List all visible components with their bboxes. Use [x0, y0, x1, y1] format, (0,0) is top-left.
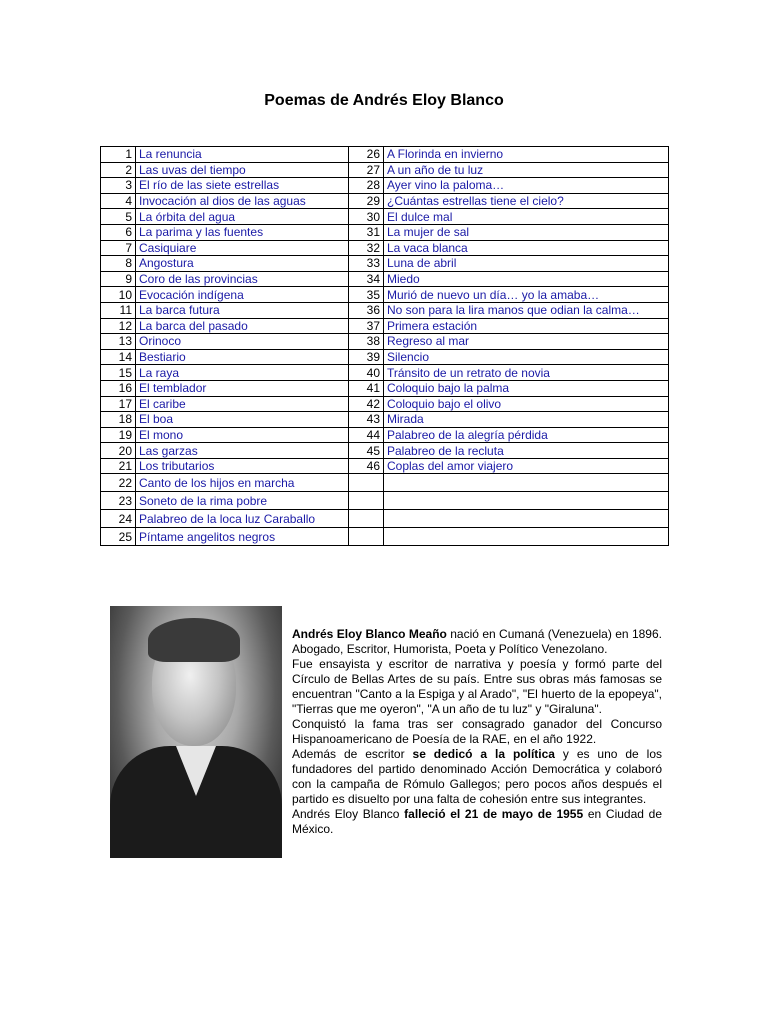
poem-number: 40: [349, 365, 384, 381]
table-row: [101, 287, 669, 303]
poem-number: 44: [349, 427, 384, 443]
poem-title: Palabreo de la recluta: [384, 443, 669, 459]
poem-number: 42: [349, 396, 384, 412]
poem-number: 37: [349, 318, 384, 334]
poem-number: 29: [349, 193, 384, 209]
poem-number: 33: [349, 256, 384, 272]
poem-number: 22: [101, 474, 136, 492]
page-title: Poemas de Andrés Eloy Blanco: [264, 92, 504, 109]
poem-title: La mujer de sal: [384, 224, 669, 240]
poem-title: Coplas del amor viajero: [384, 458, 669, 474]
poem-number: 20: [101, 443, 136, 459]
bio-paragraph-5: Andrés Eloy Blanco falleció el 21 de mayo de 1955 en Ciudad de México.: [292, 807, 662, 836]
author-name: Andrés Eloy Blanco Meaño: [292, 627, 447, 641]
poem-number: [349, 474, 384, 492]
poem-number: 16: [101, 380, 136, 396]
poem-title: Ayer vino la paloma…: [384, 178, 669, 194]
table-row: [101, 528, 669, 546]
poems-table: [100, 146, 669, 546]
poem-number: 7: [101, 240, 136, 256]
poem-title: Las uvas del tiempo: [136, 162, 349, 178]
poem-title: La parima y las fuentes: [136, 224, 349, 240]
poem-title: Coloquio bajo la palma: [384, 380, 669, 396]
poem-title: Orinoco: [136, 334, 349, 350]
bio-paragraph-4: Además de escritor se dedicó a la política y es uno de los fundadores del partido denominado Acción Democrática y colaboró con la campaña de Rómulo Gallegos; pero pocos años después el partido es disuelto por una falta de cohesión entre sus integrantes.: [292, 747, 662, 806]
poem-title: Soneto de la rima pobre: [136, 492, 349, 510]
table-row: [101, 256, 669, 272]
poem-number: 13: [101, 334, 136, 350]
table-row: [101, 271, 669, 287]
poem-title: Coloquio bajo el olivo: [384, 396, 669, 412]
poem-number: 39: [349, 349, 384, 365]
table-row: [101, 380, 669, 396]
poem-title: La barca futura: [136, 302, 349, 318]
poem-title: Casiquiare: [136, 240, 349, 256]
poem-title: [384, 492, 669, 510]
poem-title: Invocación al dios de las aguas: [136, 193, 349, 209]
table-row: [101, 510, 669, 528]
table-row: [101, 178, 669, 194]
poem-number: 6: [101, 224, 136, 240]
poem-number: 30: [349, 209, 384, 225]
poem-title: Tránsito de un retrato de novia: [384, 365, 669, 381]
poem-title: Miedo: [384, 271, 669, 287]
poem-number: 18: [101, 412, 136, 428]
poem-number: 38: [349, 334, 384, 350]
table-row: [101, 162, 669, 178]
poem-title: Las garzas: [136, 443, 349, 459]
poem-number: [349, 510, 384, 528]
poem-title: El boa: [136, 412, 349, 428]
poem-number: 15: [101, 365, 136, 381]
poem-number: 45: [349, 443, 384, 459]
poem-number: 10: [101, 287, 136, 303]
poem-number: 25: [101, 528, 136, 546]
poem-number: [349, 492, 384, 510]
poems-table-body: [101, 147, 669, 546]
poem-number: 1: [101, 147, 136, 163]
table-row: [101, 492, 669, 510]
poem-number: 8: [101, 256, 136, 272]
poem-number: 5: [101, 209, 136, 225]
table-row: [101, 193, 669, 209]
poem-number: 32: [349, 240, 384, 256]
poem-title: Píntame angelitos negros: [136, 528, 349, 546]
poem-title: Silencio: [384, 349, 669, 365]
table-row: [101, 412, 669, 428]
poem-number: 23: [101, 492, 136, 510]
poem-number: 3: [101, 178, 136, 194]
poem-title: A un año de tu luz: [384, 162, 669, 178]
poem-title: La barca del pasado: [136, 318, 349, 334]
poem-title: [384, 474, 669, 492]
table-row: [101, 349, 669, 365]
poem-number: 28: [349, 178, 384, 194]
author-biography: [292, 627, 662, 837]
poem-number: 36: [349, 302, 384, 318]
poem-title: Primera estación: [384, 318, 669, 334]
poem-title: Los tributarios: [136, 458, 349, 474]
poem-title: Angostura: [136, 256, 349, 272]
poem-number: 46: [349, 458, 384, 474]
poem-title: La raya: [136, 365, 349, 381]
poem-number: 24: [101, 510, 136, 528]
author-photo: [110, 606, 282, 858]
table-row: [101, 147, 669, 163]
poem-number: 9: [101, 271, 136, 287]
bio-paragraph-2: Fue ensayista y escritor de narrativa y poesía y formó parte del Círculo de Bellas Artes de su país. Entre sus obras más famosas se encuentran "Canto a la Espiga y al Arado", "El huerto de la epopeya", "Tierras que me oyeron", "A un año de tu luz" y "Giraluna".: [292, 657, 662, 716]
poem-title: [384, 528, 669, 546]
bio-paragraph-3: Conquistó la fama tras ser consagrado ganador del Concurso Hispanoamericano de Poesía de la RAE, en el año 1922.: [292, 717, 662, 746]
poem-number: 26: [349, 147, 384, 163]
poem-number: 14: [101, 349, 136, 365]
poem-number: 17: [101, 396, 136, 412]
poem-number: [349, 528, 384, 546]
poem-title: ¿Cuántas estrellas tiene el cielo?: [384, 193, 669, 209]
poem-title: El caribe: [136, 396, 349, 412]
poem-number: 31: [349, 224, 384, 240]
table-row: [101, 474, 669, 492]
poem-title: Mirada: [384, 412, 669, 428]
bio-paragraph-1: Andrés Eloy Blanco Meaño nació en Cumaná (Venezuela) en 1896. Abogado, Escritor, Humorista, Poeta y Político Venezolano.: [292, 627, 662, 656]
poem-title: La vaca blanca: [384, 240, 669, 256]
poem-number: 35: [349, 287, 384, 303]
photo-hair: [148, 618, 240, 662]
poem-title: Regreso al mar: [384, 334, 669, 350]
poem-number: 27: [349, 162, 384, 178]
poem-title: El río de las siete estrellas: [136, 178, 349, 194]
poem-title: Palabreo de la alegría pérdida: [384, 427, 669, 443]
table-row: [101, 396, 669, 412]
poem-title: La órbita del agua: [136, 209, 349, 225]
poem-title: No son para la lira manos que odian la calma…: [384, 302, 669, 318]
table-row: [101, 302, 669, 318]
poem-number: 4: [101, 193, 136, 209]
poem-title: Coro de las provincias: [136, 271, 349, 287]
poem-title: El dulce mal: [384, 209, 669, 225]
poem-number: 21: [101, 458, 136, 474]
poem-number: 2: [101, 162, 136, 178]
poem-number: 41: [349, 380, 384, 396]
poem-number: 12: [101, 318, 136, 334]
poem-number: 19: [101, 427, 136, 443]
poem-title: Canto de los hijos en marcha: [136, 474, 349, 492]
table-row: [101, 240, 669, 256]
poem-title: Bestiario: [136, 349, 349, 365]
poem-title: Luna de abril: [384, 256, 669, 272]
table-row: [101, 458, 669, 474]
poem-number: 11: [101, 302, 136, 318]
table-row: [101, 224, 669, 240]
table-row: [101, 334, 669, 350]
table-row: [101, 427, 669, 443]
poem-title: Evocación indígena: [136, 287, 349, 303]
poem-number: 34: [349, 271, 384, 287]
poem-title: [384, 510, 669, 528]
poem-title: El mono: [136, 427, 349, 443]
poem-number: 43: [349, 412, 384, 428]
table-row: [101, 443, 669, 459]
poem-title: Murió de nuevo un día… yo la amaba…: [384, 287, 669, 303]
poem-title: A Florinda en invierno: [384, 147, 669, 163]
poem-title: Palabreo de la loca luz Caraballo: [136, 510, 349, 528]
poem-title: La renuncia: [136, 147, 349, 163]
table-row: [101, 365, 669, 381]
table-row: [101, 209, 669, 225]
table-row: [101, 318, 669, 334]
poem-title: El temblador: [136, 380, 349, 396]
